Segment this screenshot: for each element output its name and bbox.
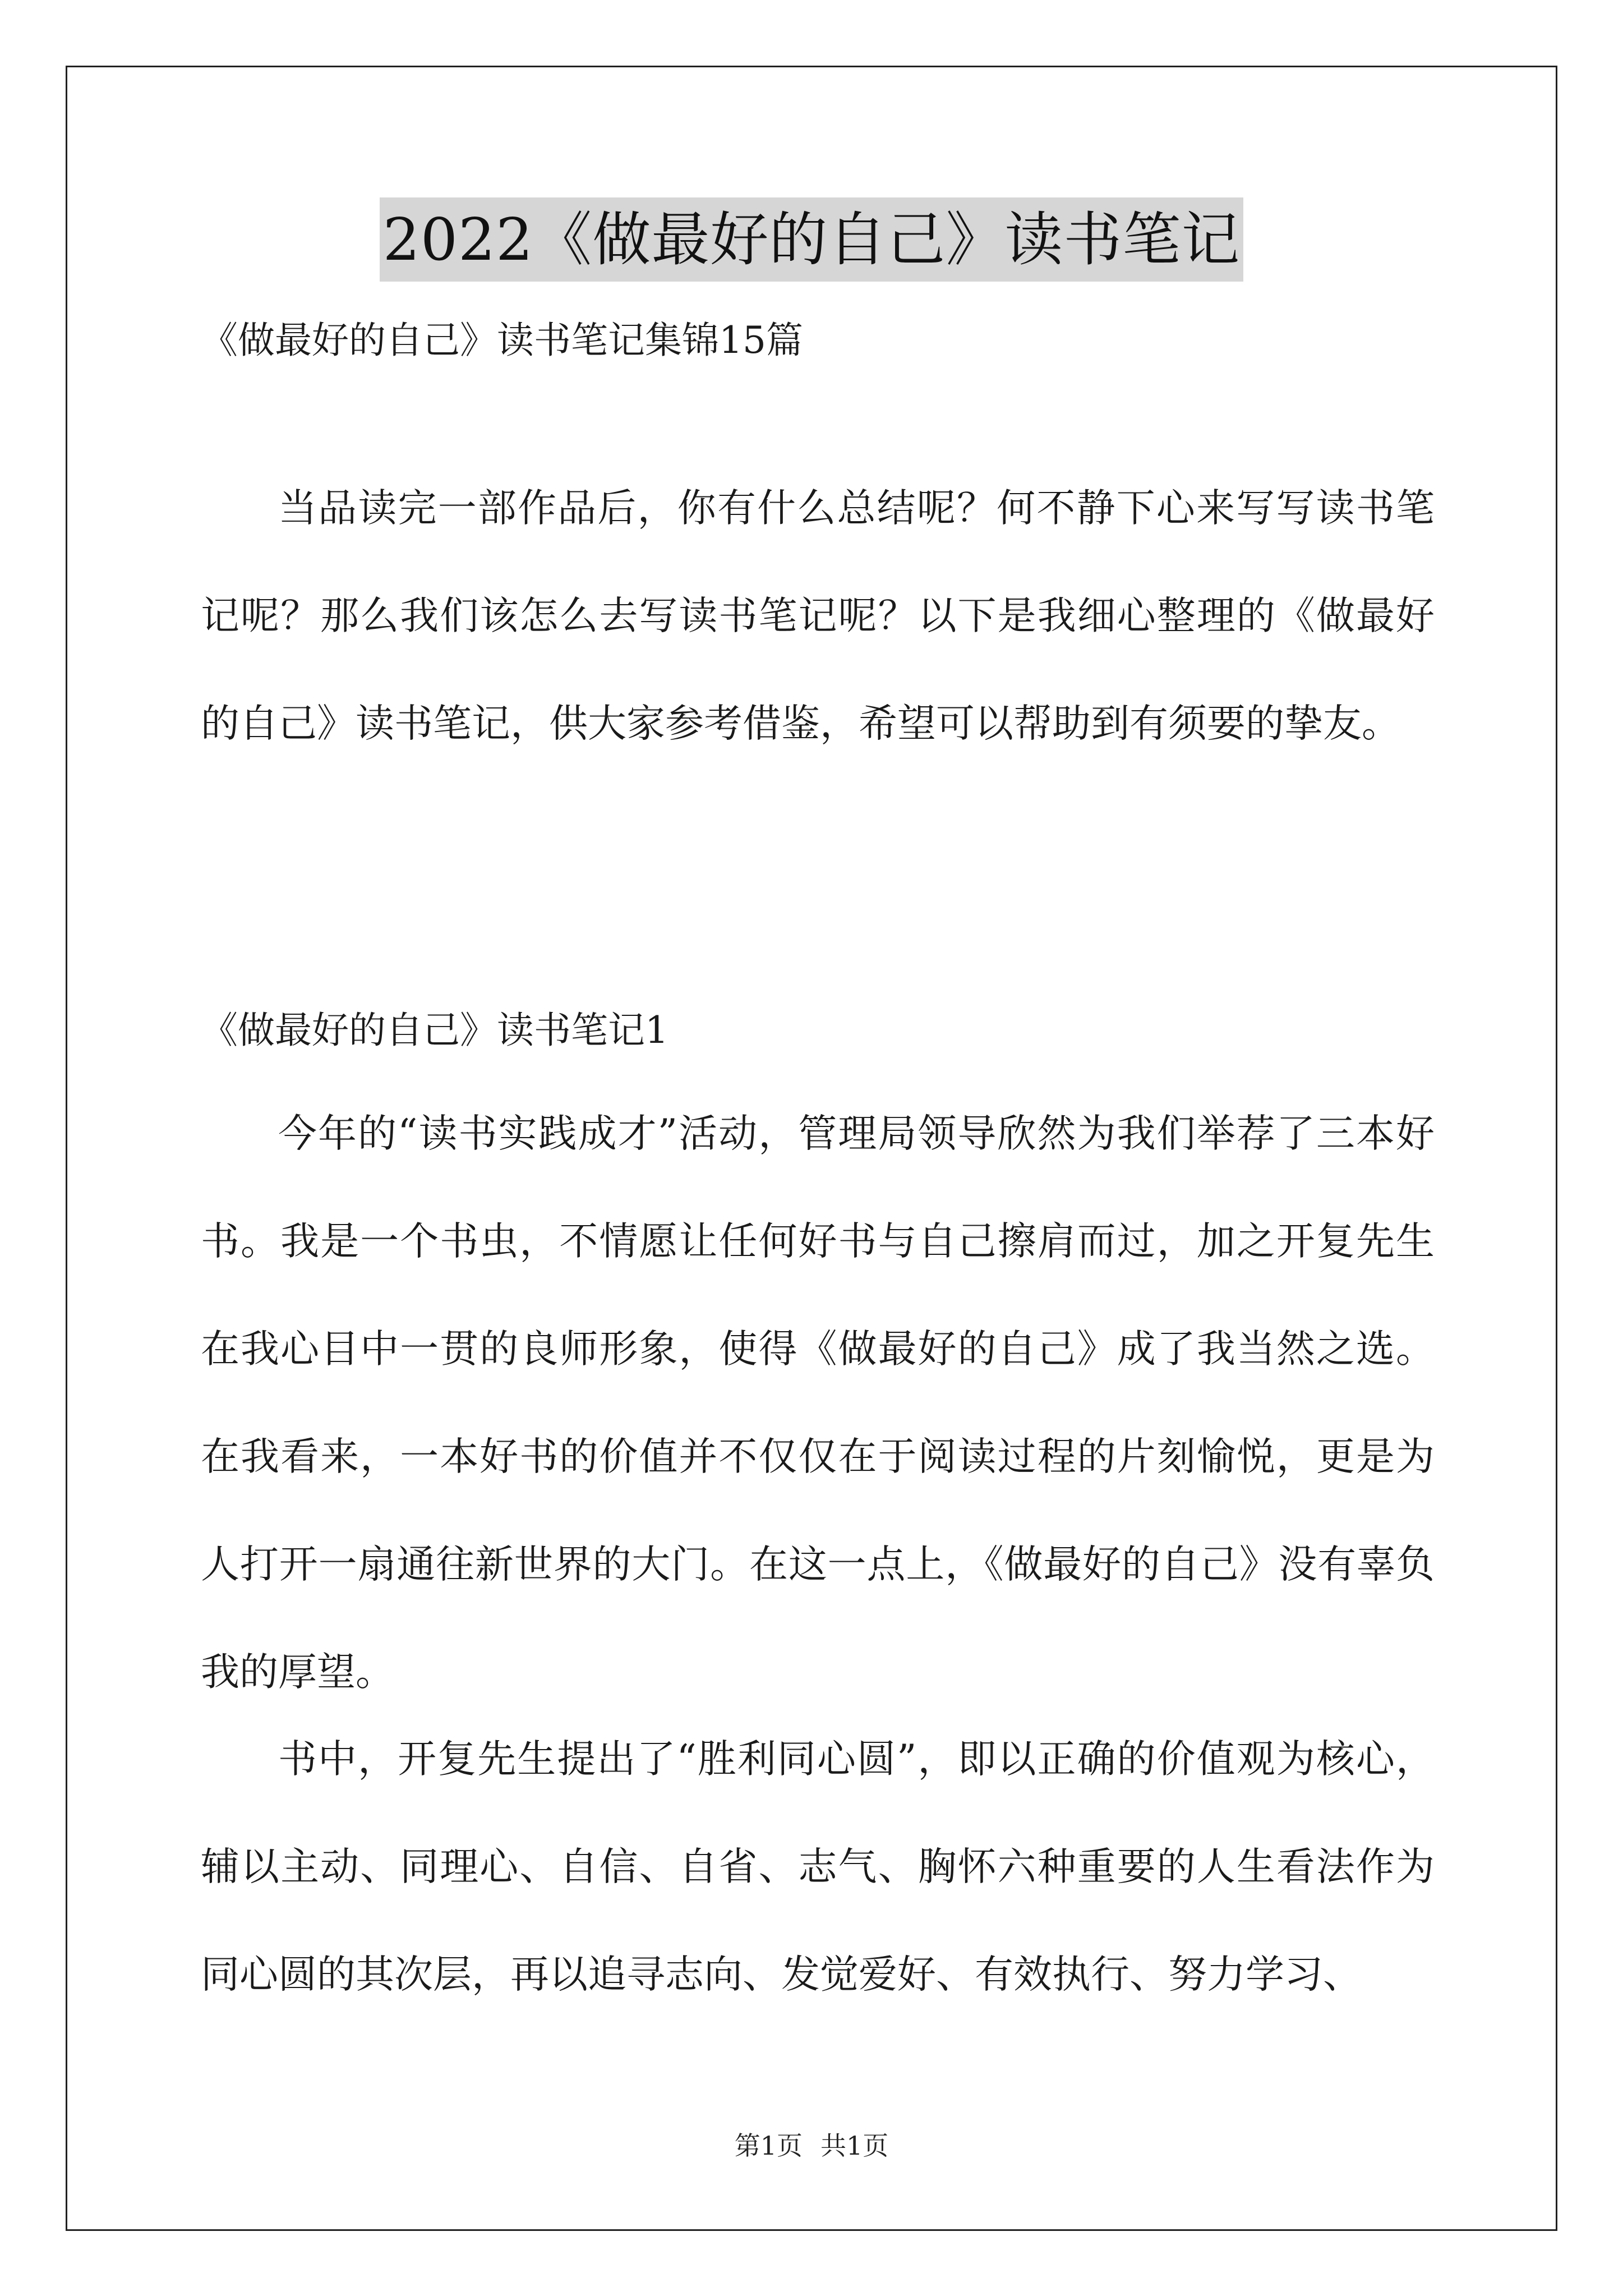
intro-paragraph: 当品读完一部作品后，你有什么总结呢？何不静下心来写写读书笔记呢？那么我们该怎么去写读书笔记呢？以下是我细心整理的《做最好的自己》读书笔记，供大家参考借鉴，希望可以帮助到有须要的挚友。 [201, 486, 1435, 746]
document-title: 2022《做最好的自己》读书笔记 [380, 197, 1244, 282]
page-footer [0, 2126, 1623, 2165]
document-subtitle: 《做最好的自己》读书笔记集锦15篇 [201, 319, 803, 362]
body-paragraph-1: 今年的“读书实践成才”活动，管理局领导欣然为我们举荐了三本好书。我是一个书虫，不情愿让任何好书与自己擦肩而过，加之开复先生在我心目中一贯的良师形象，使得《做最好的自己》成了我当然之选。在我看来，一本好书的价值并不仅仅在于阅读过程的片刻愉悦，更是为人打开一扇通往新世界的大门。在这一点上，《做最好的自己》没有辜负我的厚望。 [201, 1111, 1435, 1695]
section-heading: 《做最好的自己》读书笔记1 [201, 1009, 668, 1052]
body-paragraph-2: 书中，开复先生提出了“胜利同心圆”，即以正确的价值观为核心，辅以主动、同理心、自信、自省、志气、胸怀六种重要的人生看法作为同心圆的其次层，再以追寻志向、发觉爱好、有效执行、努力学习、 [201, 1737, 1435, 1997]
page-total: 共1页 [820, 2131, 889, 2161]
title-container [0, 197, 1623, 282]
page-number: 第1页 [734, 2131, 803, 2161]
